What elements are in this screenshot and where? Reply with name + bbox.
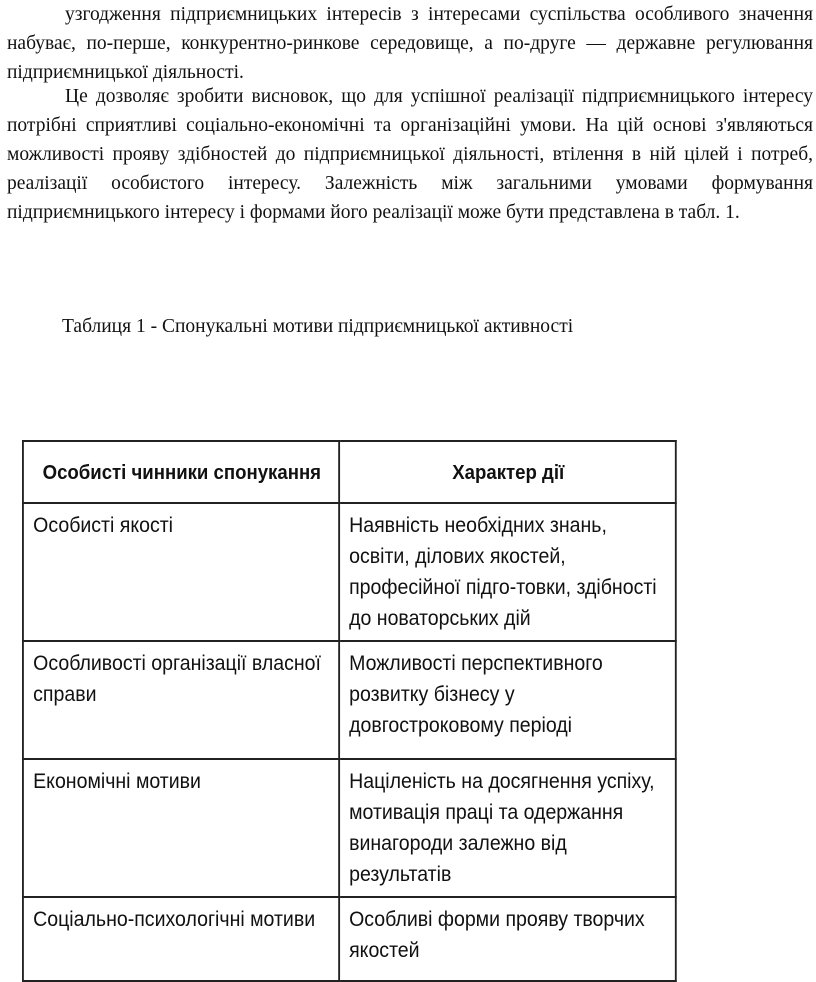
header-personal-factors: Особисті чинники спонукання: [23, 441, 339, 503]
row-factor-text: Соціально-психологічні мотиви: [33, 908, 316, 931]
header-action-character: Характер дії: [339, 441, 676, 503]
row-action-cell: [339, 641, 676, 759]
row-action-text: Можливості перспективного розвитку бізнесу у довгостроковому періоді: [349, 652, 603, 737]
table-row: [23, 641, 676, 759]
table-header-row: [23, 441, 676, 503]
row-action-text: Націленість на досягнення успіху, мотивація праці та одержання винагороди залежно від результатів: [349, 770, 655, 886]
row-factor-cell: [23, 759, 339, 897]
paragraph-2: Це дозволяє зробити висновок, що для успішної реалізації підприємницького інтересу потрібні сприятливі соціально-економічні та організаційні умови. На цій основі з'являються можливості прояву здібностей до підприємницької діяльності, втілення в ній цілей і потреб, реалізації особистого інтересу. Залежність між загальними умовами формування підприємницького інтересу і формами його реалізації може бути представлена в табл. 1.: [7, 86, 813, 223]
row-action-cell: [339, 897, 676, 981]
row-factor-text: Економічні мотиви: [33, 770, 201, 793]
table-caption: Таблиця 1 - Спонукальні мотиви підприємницької активності: [62, 316, 574, 337]
row-factor-text: Особисті якості: [33, 514, 174, 537]
row-factor-cell: [23, 503, 339, 641]
table-row: [23, 897, 676, 981]
row-action-cell: [339, 503, 676, 641]
table-row: [23, 759, 676, 897]
row-factor-cell: [23, 641, 339, 759]
paragraph-1: узгодження підприємницьких інтересів з інтересами суспільства особливого значення набуває, по-перше, конкурентно-ринкове середовище, а по-друге — державне регулювання підприємницької діяльності.: [7, 4, 813, 83]
row-action-cell: [339, 759, 676, 897]
row-action-text: Особливі форми прояву творчих якостей: [349, 908, 645, 962]
row-factor-cell: [23, 897, 339, 981]
row-factor-text: Особливості організації власної справи: [33, 652, 321, 706]
row-action-text: Наявність необхідних знань, освіти, ділових якостей, професійної підго-товки, здібності до новаторських дій: [349, 514, 657, 630]
table-row: [23, 503, 676, 641]
motives-table: [22, 440, 677, 982]
